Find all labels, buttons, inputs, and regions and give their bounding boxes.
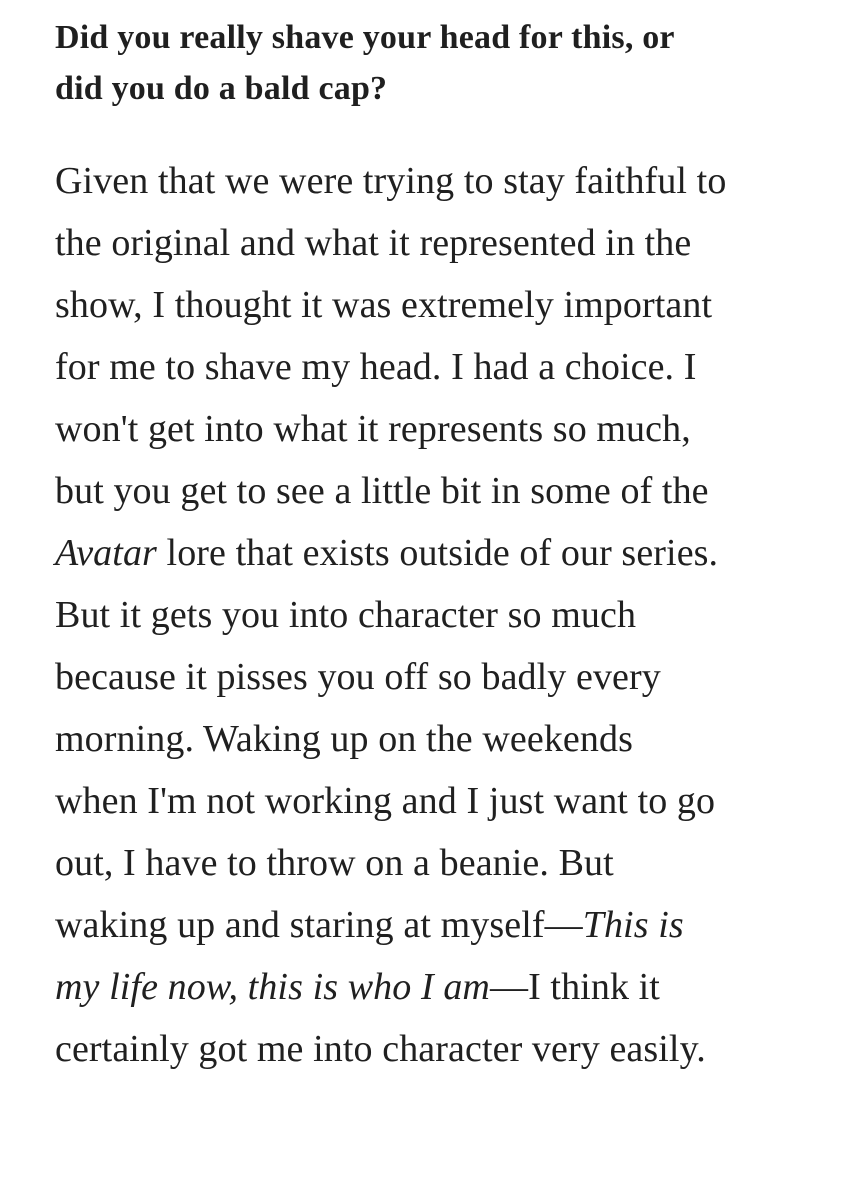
answer-line-6: but you get to see a little bit in some of the [55,470,709,512]
inner-thought-italic-start: This is [582,904,684,946]
avatar-title-italic: Avatar [55,532,157,574]
answer-line-2: the original and what it represented in the [55,222,692,264]
answer-line-10: morning. Waking up on the weekends [55,718,633,760]
answer-line-14-text: —I think it [489,966,660,1008]
answer-line-4: for me to shave my head. I had a choice. I [55,346,697,388]
answer-line-14 [55,956,845,1018]
answer-line-12: out, I have to throw on a beanie. But [55,842,614,884]
answer-line-5: won't get into what it represents so much, [55,408,691,450]
answer-line-7 [55,522,845,584]
answer-line-8: But it gets you into character so much [55,594,637,636]
answer-line-7-text: lore that exists outside of our series. [156,532,719,574]
answer-line-15: certainly got me into character very easily. [55,1028,706,1070]
inner-thought-italic-end: my life now, this is who I am [55,966,490,1008]
answer-line-13 [55,894,845,956]
answer-line-3: show, I thought it was extremely important [55,284,713,326]
answer-line-1: Given that we were trying to stay faithful to [55,160,727,202]
answer-line-11: when I'm not working and I just want to go [55,780,716,822]
question-line-1: Did you really shave your head for this, or [55,19,675,56]
answer-line-9: because it pisses you off so badly every [55,656,661,698]
answer-paragraph [55,150,845,1080]
question-line-2: did you do a bald cap? [55,70,388,107]
answer-line-13-text: waking up and staring at myself— [55,904,583,946]
question-heading [55,12,835,114]
